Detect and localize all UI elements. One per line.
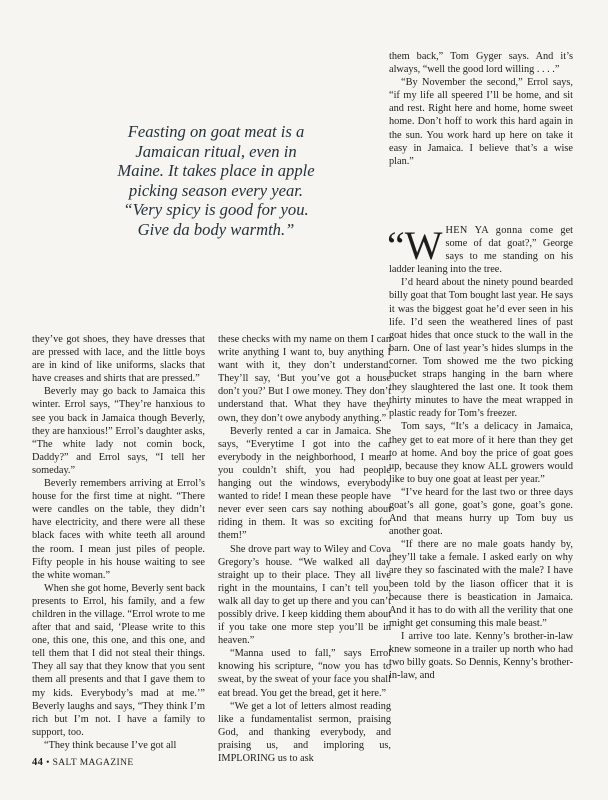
paragraph: Beverly rented a car in Jamaica. She says, “Everytime I got into the car everybody in the neighborhood, I mean you couldn’t shift, you had people hanging out the windows, everybody wanted to ride! I mean these people have never ever seen cars say nothing about riding in them. It was so exciting for them!” [218,425,391,542]
article-column-2 [218,333,391,765]
article-column-1 [32,333,205,752]
paragraph: these checks with my name on them I can write anything I want to, buy anything I want with it, they don’t understand. They’ll say, ‘But you’ve got a house don’t you?’ But I owe money. They don’t understand that. What they have they own, they don’t owe anybody anything.” [218,334,391,424]
paragraph: them back,” Tom Gyger says. And it’s always, “well the good lord willing . . . .” [389,51,573,76]
lead-text: get some of dat goat?,” George says to me standing on his ladder leaning into the tree. [389,225,574,276]
pull-quote-line: Maine. It takes place in apple [117,161,315,181]
article-column-3-top [389,50,573,168]
section-lead-paragraph [389,224,573,276]
drop-cap-letter: W [404,223,443,268]
pull-quote [96,122,336,240]
drop-cap-quote: “ [387,223,405,268]
paragraph: “We get a lot of letters almost reading like a fundamentalist sermon, praising God, and thanking everybody, and praising us, and imploring us, IMPLORING us to ask [218,700,391,764]
magazine-name: SALT MAGAZINE [52,758,134,768]
lead-caps: HEN YA gonna come [445,225,554,236]
paragraph: “Manna used to fall,” says Errol knowing his scripture, “now you has to sweat, by the sweat of your face you shall eat bread. You get the bread, get it here.” [218,648,391,699]
paragraph: Beverly may go back to Jamaica this winter. Errol says, “They’re hanxious to see you back in Jamaica though Beverly, they are hanxious!” Errol’s daughter asks, “The white lady not comin bock, Daddy?” and Errol says, “I tell her someday.” [32,386,205,476]
paragraph: I’d heard about the ninety pound bearded billy goat that Tom bought last year. He says it was the biggest goat he’d ever seen in his life. I’d seen the weathered lines of past goat hides that once stuck to the wall in the barn. One of last year’s hides slumps in the corner. Tom showed me the two picking bucket straps hanging in the barn where they slaughtered the last one. It took them thirty minutes to have the meat wrapped in plastic ready for Tom’s freezer. [389,277,573,420]
paragraph: Beverly remembers arriving at Errol’s house for the first time at night. “There were candles on the table, they didn’t have electricity, and there were all these black faces with white teeth all around the room. I mean just piles of people. Fifty people in his house waiting to see the white woman.” [32,478,205,581]
footer-bullet: • [46,758,50,768]
paragraph: She drove part way to Wiley and Cova Gregory’s house. “We walked all day straight up to their place. They all live right in the mountains, I can’t tell you, walk all day to get up there and you can’t possibly drive. I keep kidding them about if you take one more step you’ll be in heaven.” [218,543,391,647]
paragraph: “If there are no male goats handy by, they’ll take a female. I asked early on why are they so fascinated with the male? I have been told by the liason officer that it is because there is beastication in Jamaica. And it has to do with all the verility that one might get consuming this male beast.” [389,539,573,629]
pull-quote-line: “Very spicy is good for you. [123,200,309,220]
article-column-3-section [389,224,573,682]
page-number: 44 [32,757,44,768]
drop-cap [387,223,443,268]
paragraph: “I’ve heard for the last two or three days goat’s all gone, goat’s gone, goat’s gone. And that means hurry up Tom buy us another goat. [389,486,573,538]
pull-quote-line: Jamaican ritual, even in [135,141,297,161]
paragraph: “By November the second,” Errol says, “if my life all speered I’ll be home, and sit and rest. Right here and home, home sweet home. Don’t hoff to work this hard again in the sun. You work hard up here on take it easy in Jamaica. I believe that’s a wise plan.” [389,77,573,167]
paragraph: When she got home, Beverly sent back presents to Errol, his family, and a few children in the village. “Errol wrote to me after that and said, ‘Please write to this one, this one, this one, and this one, and tell them that I did not steal their things. They all say that they know that you sent them all presents and that I gave them to my kids. Everybody’s mad at me.’” Beverly laughs and says, “They think I’m rich but I’m not. I have a family to support, too. [32,582,205,738]
pull-quote-line: picking season every year. [128,180,304,200]
pull-quote-line: Feasting on goat meat is a [127,122,305,141]
paragraph: Tom says, “It’s a delicacy in Jamaica, they get to eat more of it here than they get to at home. And boy the price of goat goes up, because they know ALL growers would like to buy one goat at least per year.” [389,421,573,485]
paragraph: I arrive too late. Kenny’s brother-in-law knew someone in a trailer up north who had two billy goats. So Dennis, Kenny’s brother-in-law, and [389,630,573,682]
pull-quote-line: Give da body warmth.” [137,219,295,239]
paragraph: they’ve got shoes, they have dresses that are pressed with lace, and the little boys are in kind of like uniforms, slacks that have creases and shirts that are pressed.” [32,334,205,385]
page-footer [32,757,134,768]
paragraph: “They think because I’ve got all [44,739,177,751]
